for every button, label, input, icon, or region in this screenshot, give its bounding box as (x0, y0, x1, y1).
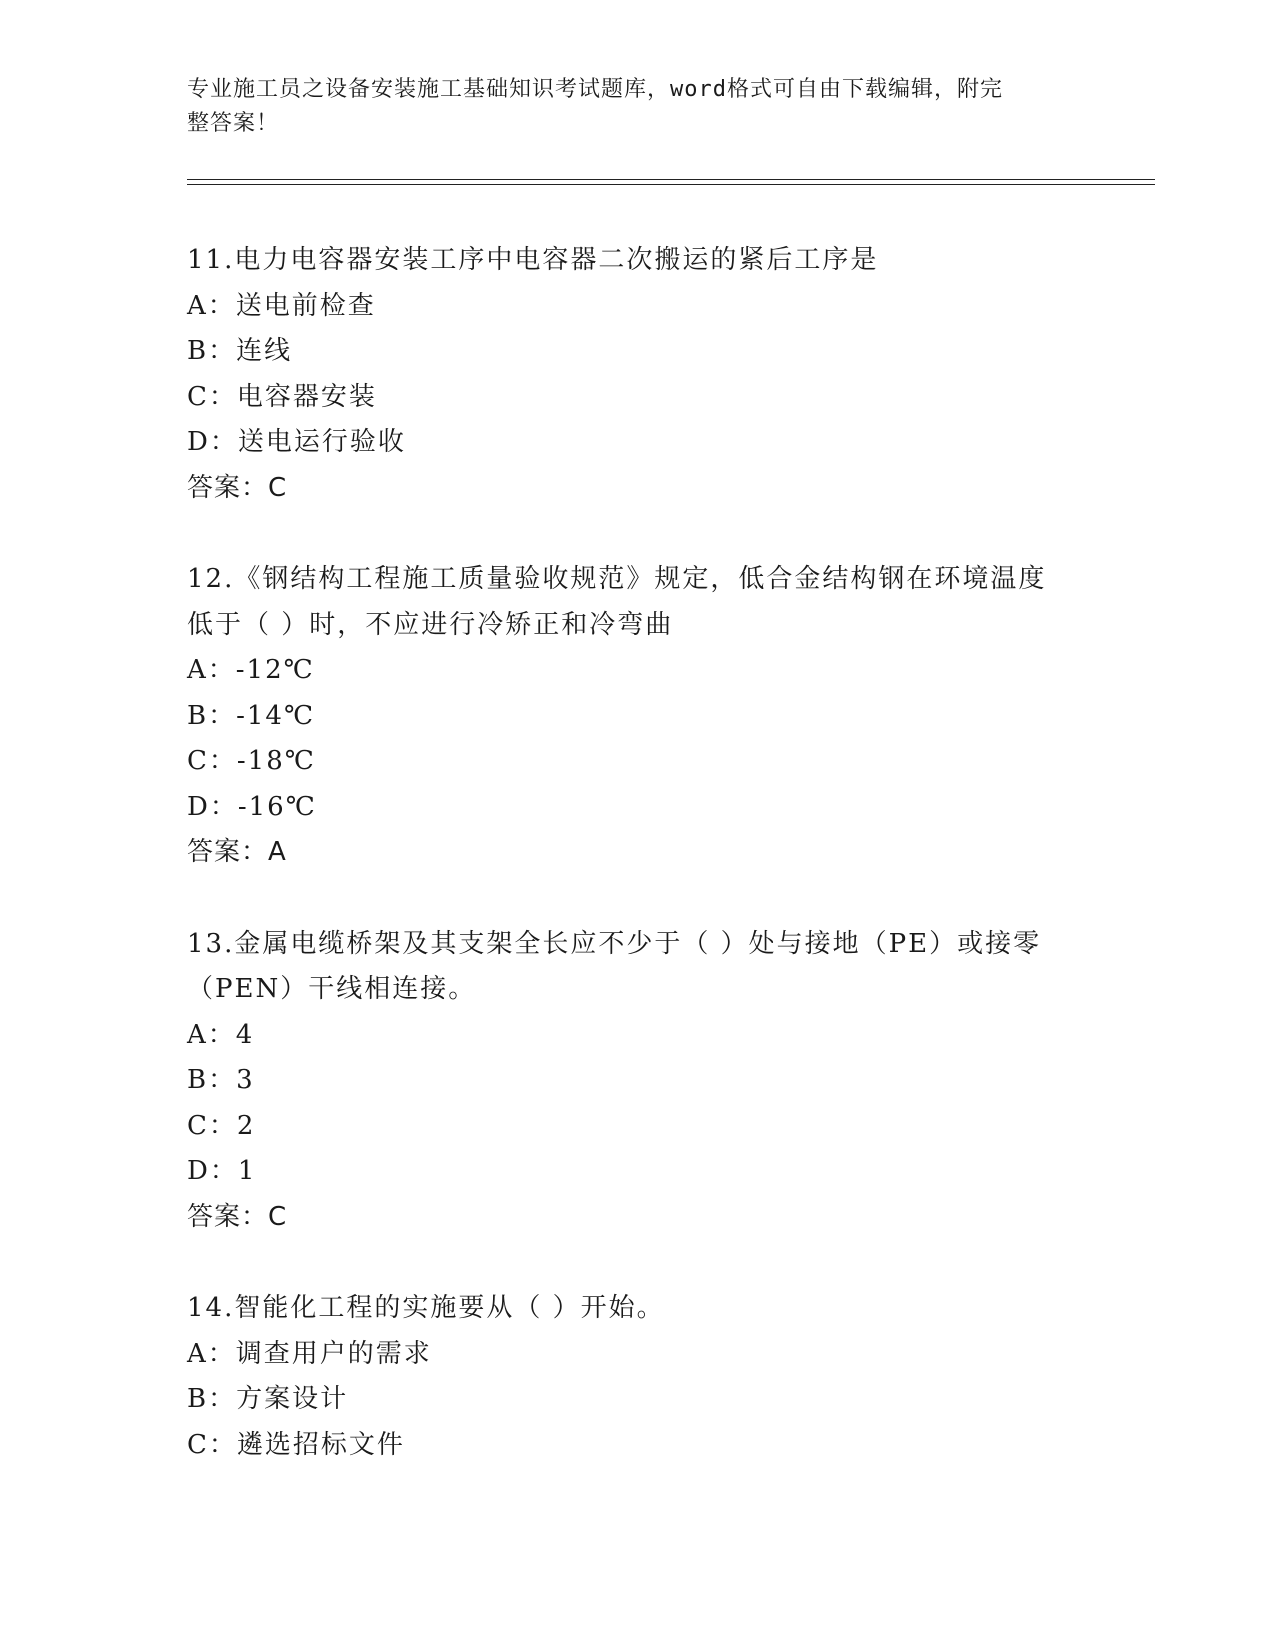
answer: 答案：C (187, 472, 288, 503)
option-c: C：2 (187, 1110, 256, 1141)
option-c: C：-18℃ (187, 746, 316, 776)
question-13 (187, 922, 1087, 1241)
question-12 (187, 557, 1087, 876)
question-14 (187, 1286, 1087, 1468)
answer: 答案：C (187, 1201, 288, 1232)
header-line-1: 专业施工员之设备安装施工基础知识考试题库，word格式可自由下载编辑，附完 (187, 77, 1003, 102)
option-b: B：方案设计 (187, 1384, 349, 1414)
option-c: C：电容器安装 (187, 381, 377, 412)
question-list (187, 238, 1087, 1514)
answer: 答案：A (187, 837, 287, 867)
header-line-2: 整答案！ (187, 111, 280, 136)
question-stem: 12.《钢结构工程施工质量验收规范》规定，低合金结构钢在环境温度 (187, 564, 1047, 594)
option-b: B：-14℃ (187, 700, 316, 731)
question-stem: 11.电力电容器安装工序中电容器二次搬运的紧后工序是 (187, 245, 879, 275)
option-a: A：4 (187, 1019, 255, 1050)
option-d: D：-16℃ (187, 791, 317, 822)
question-stem-continued: 低于（ ）时，不应进行冷矫正和冷弯曲 (187, 609, 674, 640)
option-a: A：调查用户的需求 (187, 1338, 432, 1369)
header-divider-bottom (187, 184, 1155, 185)
question-stem-continued: （PEN）干线相连接。 (187, 974, 477, 1004)
question-stem: 14.智能化工程的实施要从（ ）开始。 (187, 1293, 665, 1323)
option-d: D：送电运行验收 (187, 427, 406, 457)
option-a: A：-12℃ (187, 655, 315, 685)
question-stem: 13.金属电缆桥架及其支架全长应不少于（ ）处与接地（PE）或接零 (187, 928, 1042, 959)
option-d: D：1 (187, 1156, 257, 1186)
option-a: A：送电前检查 (187, 290, 376, 321)
question-11 (187, 238, 1087, 511)
document-header (187, 73, 1067, 141)
option-b: B：连线 (187, 336, 293, 366)
option-c: C：遴选招标文件 (187, 1429, 405, 1460)
header-divider-top (187, 179, 1155, 180)
option-b: B：3 (187, 1065, 255, 1095)
